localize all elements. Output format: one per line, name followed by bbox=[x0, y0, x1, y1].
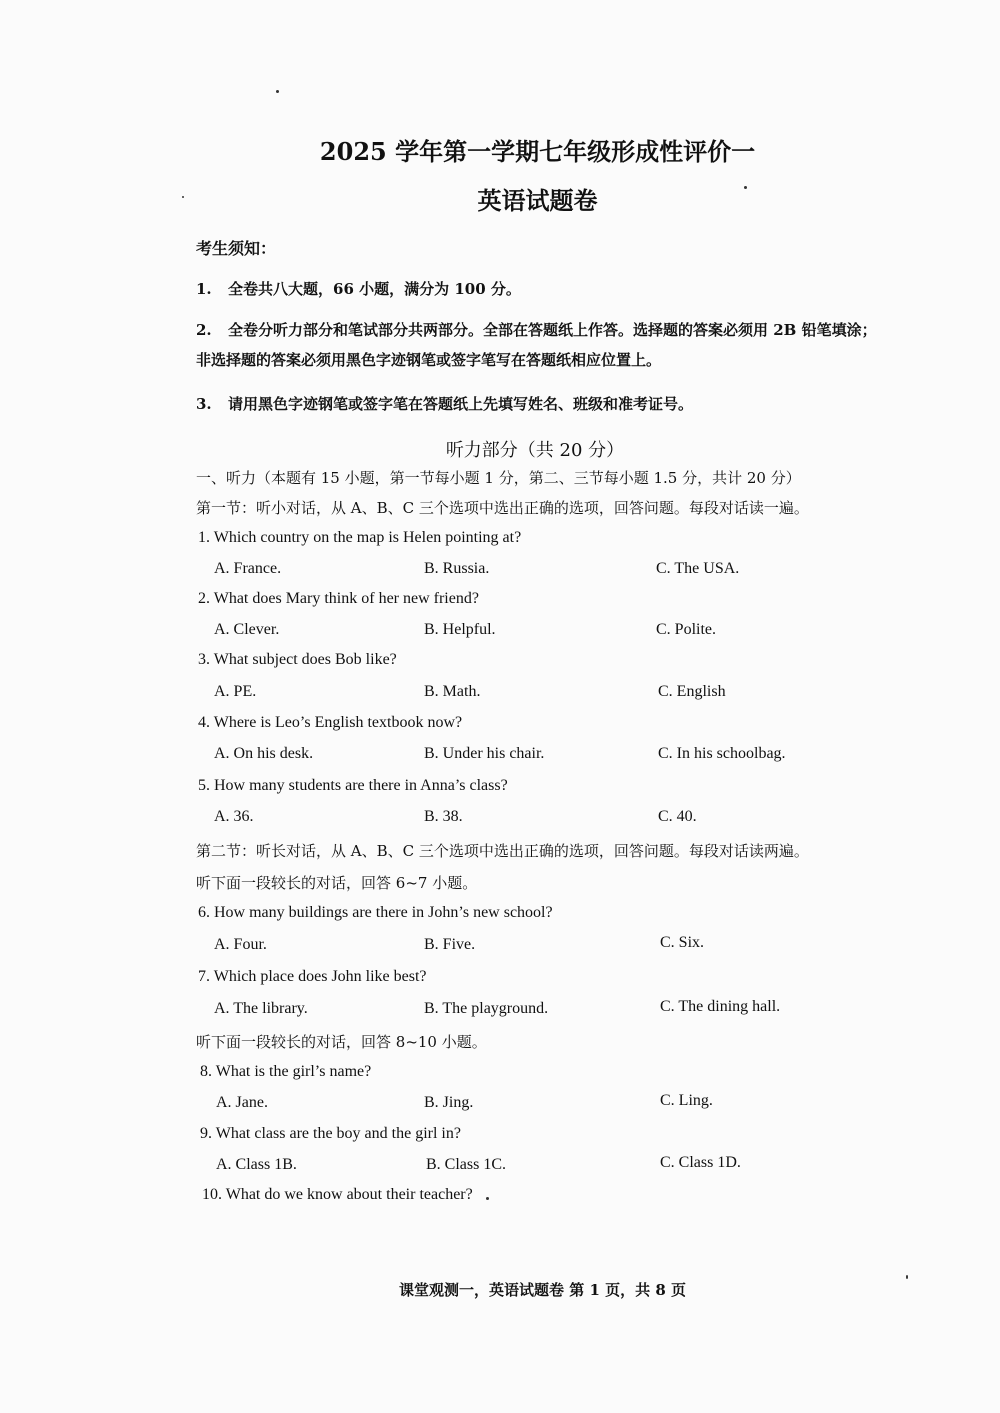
option-b: B. Jing. bbox=[424, 1094, 474, 1111]
option-c: C. English bbox=[658, 683, 726, 700]
question-text: 10. What do we know about their teacher? bbox=[202, 1186, 473, 1203]
option-a: A. 36. bbox=[214, 808, 254, 825]
option-b: B. Math. bbox=[424, 683, 481, 700]
option-a: A. France. bbox=[214, 560, 282, 577]
section-instruction: 第一节：听小对话，从 A、B、C 三个选项中选出正确的选项，回答问题。每段对话读一遍。 bbox=[196, 499, 809, 517]
notice-heading: 考生须知： bbox=[196, 239, 277, 258]
question-text: 2. What does Mary think of her new friend? bbox=[198, 590, 479, 607]
option-c: C. Six. bbox=[660, 934, 705, 951]
question-text: 4. Where is Leo’s English textbook now? bbox=[198, 714, 463, 731]
option-b: B. Under his chair. bbox=[424, 745, 545, 762]
page-footer: 课堂观测一，英语试题卷 第 1 页，共 8 页 bbox=[399, 1281, 686, 1299]
exam-subtitle: 英语试题卷 bbox=[477, 186, 598, 215]
option-a: A. Jane. bbox=[216, 1094, 268, 1111]
question-text: 9. What class are the boy and the girl in? bbox=[200, 1125, 461, 1142]
notice-item bbox=[196, 315, 886, 375]
option-a: A. Four. bbox=[214, 936, 267, 953]
dialog-instruction: 听下面一段较长的对话，回答 8~10 小题。 bbox=[196, 1033, 487, 1051]
option-c: C. 40. bbox=[658, 808, 697, 825]
option-a: A. The library. bbox=[214, 1000, 308, 1017]
option-b: B. Helpful. bbox=[424, 621, 496, 638]
option-c: C. The USA. bbox=[656, 560, 740, 577]
scan-speck bbox=[182, 196, 184, 198]
section-instruction: 第二节：听长对话，从 A、B、C 三个选项中选出正确的选项，回答问题。每段对话读两遍。 bbox=[196, 842, 809, 860]
notice-text: 全卷共八大题，66 小题，满分为 100 分。 bbox=[228, 280, 521, 298]
scan-speck bbox=[276, 90, 279, 93]
notice-item bbox=[196, 389, 886, 419]
notice-number: 3. bbox=[196, 395, 212, 413]
notice-number: 1. bbox=[196, 280, 212, 298]
option-b: B. Five. bbox=[424, 936, 476, 953]
part-heading: 一、听力（本题有 15 小题，第一节每小题 1 分，第二、三节每小题 1.5 分，共计 20 分） bbox=[196, 469, 801, 487]
question-text: 6. How many buildings are there in John’s new school? bbox=[198, 904, 553, 921]
option-c: C. Ling. bbox=[660, 1092, 713, 1109]
option-b: B. Class 1C. bbox=[426, 1156, 507, 1173]
scan-speck bbox=[906, 1275, 908, 1279]
option-a: A. On his desk. bbox=[214, 745, 314, 762]
option-c: C. In his schoolbag. bbox=[658, 745, 786, 762]
exam-title: 2025 学年第一学期七年级形成性评价一 bbox=[319, 137, 756, 166]
question-text: 8. What is the girl’s name? bbox=[200, 1063, 372, 1080]
question-text: 7. Which place does John like best? bbox=[198, 968, 427, 985]
listening-section-title: 听力部分（共 20 分） bbox=[445, 440, 625, 461]
option-c: C. The dining hall. bbox=[660, 998, 781, 1015]
option-a: A. Clever. bbox=[214, 621, 280, 638]
option-b: B. 38. bbox=[424, 808, 463, 825]
notice-item bbox=[196, 274, 886, 304]
option-a: A. Class 1B. bbox=[216, 1156, 297, 1173]
notice-text: 全卷分听力部分和笔试部分共两部分。全部在答题纸上作答。选择题的答案必须用 2B 铅笔填涂；非选择题的答案必须用黑色字迹钢笔或签字笔写在答题纸相应位置上。 bbox=[196, 321, 877, 369]
option-a: A. PE. bbox=[214, 683, 257, 700]
dialog-instruction: 听下面一段较长的对话，回答 6~7 小题。 bbox=[196, 874, 478, 892]
option-b: B. The playground. bbox=[424, 1000, 549, 1017]
scan-speck bbox=[486, 1197, 489, 1200]
scan-speck bbox=[744, 186, 747, 189]
question-text: 3. What subject does Bob like? bbox=[198, 651, 397, 668]
question-text: 1. Which country on the map is Helen pointing at? bbox=[198, 529, 522, 546]
notice-text: 请用黑色字迹钢笔或签字笔在答题纸上先填写姓名、班级和准考证号。 bbox=[228, 395, 694, 413]
option-b: B. Russia. bbox=[424, 560, 490, 577]
notice-number: 2. bbox=[196, 321, 212, 339]
option-c: C. Polite. bbox=[656, 621, 717, 638]
option-c: C. Class 1D. bbox=[660, 1154, 741, 1171]
question-text: 5. How many students are there in Anna’s class? bbox=[198, 777, 508, 794]
